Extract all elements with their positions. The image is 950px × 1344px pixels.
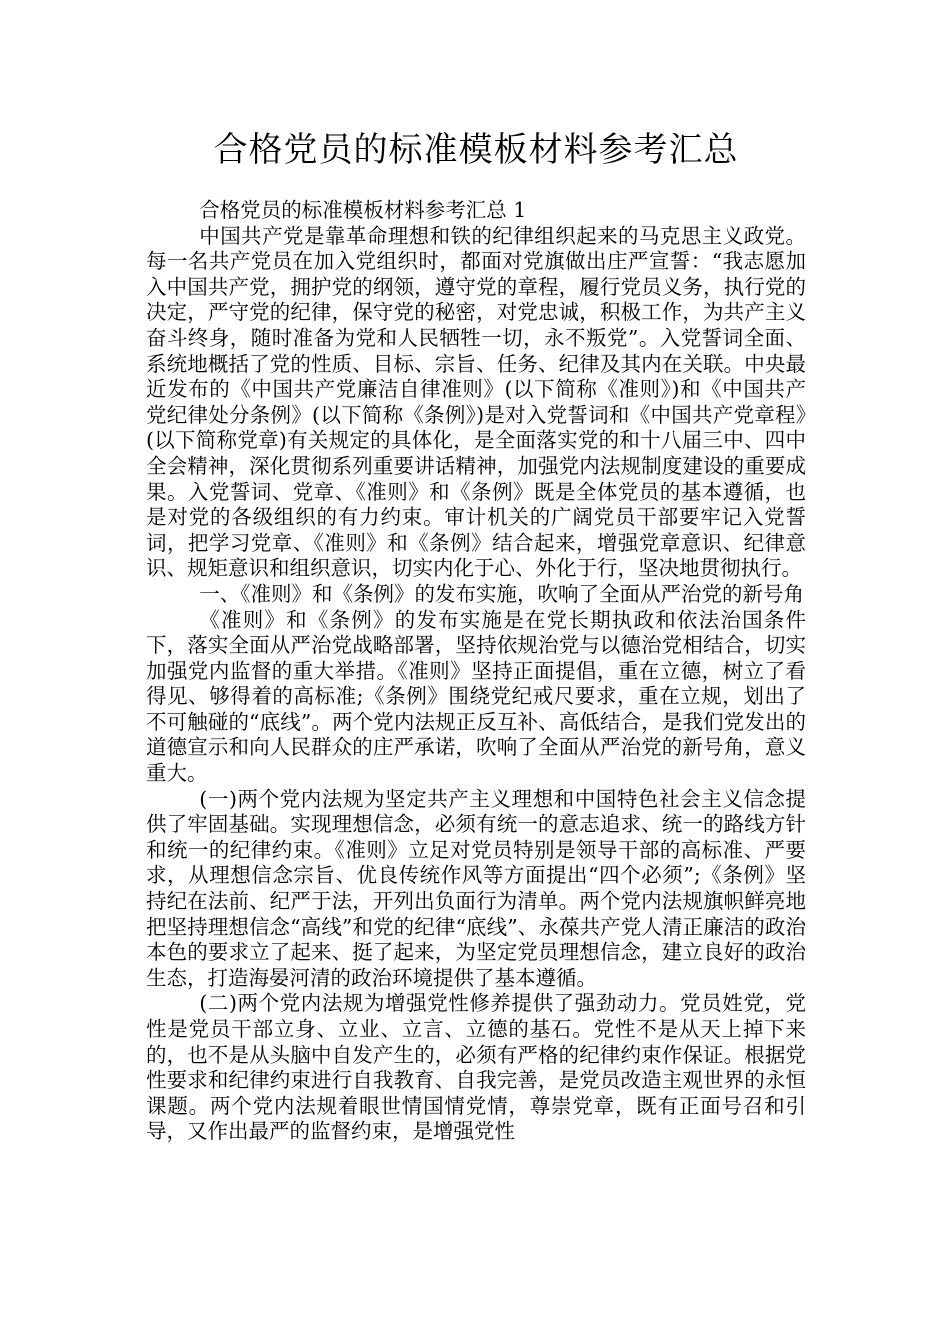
paragraph: 《准则》和《条例》的发布实施是在党长期执政和依法治国条件下，落实全面从严治党战略部署，坚持依规治党与以德治党相结合，切实加强党内监督的重大举措。《准则》坚持正面提倡，重在立德，树立了看得见、够得着的高标准;《条例》围绕党纪戒尺要求，重在立规，划出了不可触碰的“底线”。两个党内法规正反互补、高低结合，是我们党发出的道德宣示和向人民群众的庄严承诺，吹响了全面从严治党的新号角，意义重大。 [146, 607, 806, 786]
section-heading: 合格党员的标准模板材料参考汇总 1 [199, 198, 527, 222]
section-heading: 一、《准则》和《条例》的发布实施，吹响了全面从严治党的新号角 [199, 581, 805, 606]
paragraph: (二)两个党内法规为增强党性修养提供了强劲动力。党员姓党，党性是党员干部立身、立业、立言、立德的基石。党性不是从天上掉下来的，也不是从头脑中自发产生的，必须有严格的纪律约束作保证。根据党性要求和纪律约束进行自我教育、自我完善，是党员改造主观世界的永恒课题。两个党内法规着眼世情国情党情，尊崇党章，既有正面号召和引导，又作出最严的监督约束，是增强党性 [146, 991, 806, 1144]
paragraph: (一)两个党内法规为坚定共产主义理想和中国特色社会主义信念提供了牢固基础。实现理想信念，必须有统一的意志追求、统一的路线方针和统一的纪律约束。《准则》立足对党员特别是领导干部的高标准、严要求，从理想信念宗旨、优良传统作风等方面提出“四个必须”;《条例》坚持纪在法前、纪严于法，开列出负面行为清单。两个党内法规旗帜鲜亮地把坚持理想信念“高线”和党的纪律“底线”、永葆共产党人清正廉洁的政治本色的要求立了起来、挺了起来，为坚定党员理想信念，建立良好的政治生态，打造海晏河清的政治环境提供了基本遵循。 [146, 786, 806, 990]
paragraph: 中国共产党是靠革命理想和铁的纪律组织起来的马克思主义政党。每一名共产党员在加入党组织时，都面对党旗做出庄严宣誓：“我志愿加入中国共产党，拥护党的纲领，遵守党的章程，履行党员义务，执行党的决定，严守党的纪律，保守党的秘密，对党忠诚，积极工作，为共产主义奋斗终身，随时准备为党和人民牺牲一切，永不叛党”。入党誓词全面、系统地概括了党的性质、目标、宗旨、任务、纪律及其内在关联。中央最近发布的《中国共产党廉洁自律准则》(以下简称《准则》)和《中国共产党纪律处分条例》(以下简称《条例》)是对入党誓词和《中国共产党章程》(以下简称党章)有关规定的具体化，是全面落实党的和十八届三中、四中全会精神，深化贯彻系列重要讲话精神，加强党内法规制度建设的重要成果。入党誓词、党章、《准则》和《条例》既是全体党员的基本遵循，也是对党的各级组织的有力约束。审计机关的广阔党员干部要牢记入党誓词，把学习党章、《准则》和《条例》结合起来，增强党章意识、纪律意识、规矩意识和组织意识，切实内化于心、外化于行，坚决地贯彻执行。 [146, 223, 806, 581]
document-title: 合格党员的标准模板材料参考汇总 [213, 130, 739, 170]
document-body [146, 198, 806, 1145]
